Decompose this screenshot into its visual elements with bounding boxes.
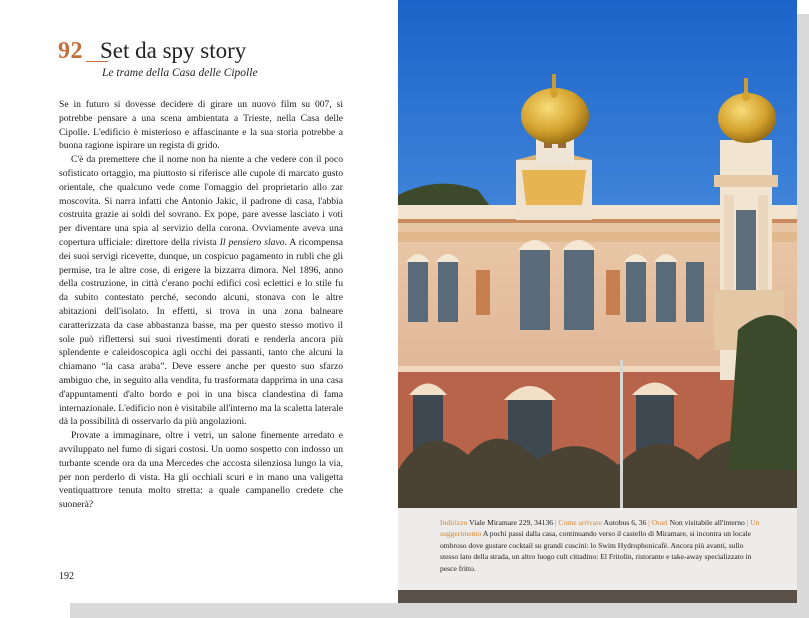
paragraph-2-part-a: C'è da premettere che il nome non ha niente a che vedere con il poco sofisticato ortaggio, ma piuttosto si riferisce alle cupole di marcato gusto orientale, che qualcuno vede come l'omaggio del proprietario allo zar moscovita. Si narra infatti che Antonio Jakic, il padrone di casa, l'abbia costruita grazie ai soldi del sovrano. Ex pope, pare avesse lasciato i voti per diventare una spia al servizio della corona. Ovviamente aveva una copertura ufficiale: direttore della rivista <box>59 154 343 248</box>
transport-label: Come arrivare <box>558 518 603 527</box>
hours-value: Non visitabile all'interno <box>667 518 747 527</box>
right-page <box>398 0 797 603</box>
info-caption-box <box>398 508 797 590</box>
page-number: 192 <box>59 571 74 582</box>
left-page <box>0 0 398 603</box>
separator: | <box>648 518 650 527</box>
page-shadow-right <box>797 14 809 618</box>
paragraph-1: Se in futuro si dovesse decidere di girare un nuovo film su 007, si potrebbe pensare a una scena ambientata a Trieste, nella Casa delle Cipolle. L'edificio è misterioso e affascinante e la sua storia potrebbe a buona ragione ispirare un regista di grido. <box>59 99 343 152</box>
info-caption-text <box>440 517 762 574</box>
tip-value: A pochi passi dalla casa, continuando verso il castello di Miramare, si incontra un locale ombroso dove gustare cocktail su grandi cuscini: lo Swim Hydrophonicafè. Ancora più avanti, sullo stesso lato della strada, un altro luogo cult cittadino: El Fritolin, ristorante e take-away specializzato in pesce fritto. <box>440 529 752 573</box>
tip-label: Un suggerimento <box>440 518 760 539</box>
paragraph-2-part-b: . A ricompensa dei suoi servigi ricevette, dunque, un cospicuo pagamento in rubli che gli permise, tra le altre cose, di erigere la bizzarra dimora. Nel 1896, anno della costruzione, in città c'erano pochi edifici così eclettici e lo stile fu da subito contestato perché, secondo alcuni, stonava con le altre abitazioni dell'isolato. In effetti, si trova in una zona balneare caratterizzata da case abbastanza basse, ma per questo stesso motivo il sole può riflettersi sui suoi rivestimenti dorati e renderla ancora più splendente e caleidoscopica agli occhi dei passanti, tanto che alcuni la chiamano “la casa araba”. Deve essere anche per questo suo sfarzo ambiguo che, in seguito alla vendita, fu trasformata dapprima in una casa d'appuntamenti d'alto bordo e poi in una bisca clandestina di fama internazionale. L'edificio non è visitabile all'interno ma la scaletta laterale dà la possibilità di osservarlo da più angolazioni. <box>59 236 343 428</box>
paragraph-3: Provate a immaginare, oltre i vetri, un salone finemente arredato e avviluppato nel fumo di sigari costosi. Un uomo sospetto con indosso un turbante scende ora da una Mercedes che accosta silenziosa lungo la via, per non perderlo di vista. Ha gli occhiali scuri e in mano una valigetta ventiquattrore tenuta molto stretta: a quale campanello credete che suonerà? <box>59 430 343 511</box>
separator: | <box>554 518 557 527</box>
magazine-title: Il pensiero slavo <box>219 236 285 248</box>
body-text <box>59 98 343 512</box>
chapter-number: 92 <box>58 38 83 64</box>
address-value: Viale Miramare 229, 34136 <box>467 518 555 527</box>
chapter-title: Set da spy story <box>100 38 247 63</box>
transport-value: Autobus 6, 36 <box>602 518 649 527</box>
page-shadow-bottom <box>70 603 809 618</box>
hours-label: Orari <box>651 518 668 527</box>
separator: | <box>746 518 749 527</box>
address-label: Indirizzo <box>440 518 468 527</box>
chapter-subtitle: Le trame della Casa delle Cipolle <box>102 67 258 79</box>
paragraph-2 <box>59 153 343 429</box>
